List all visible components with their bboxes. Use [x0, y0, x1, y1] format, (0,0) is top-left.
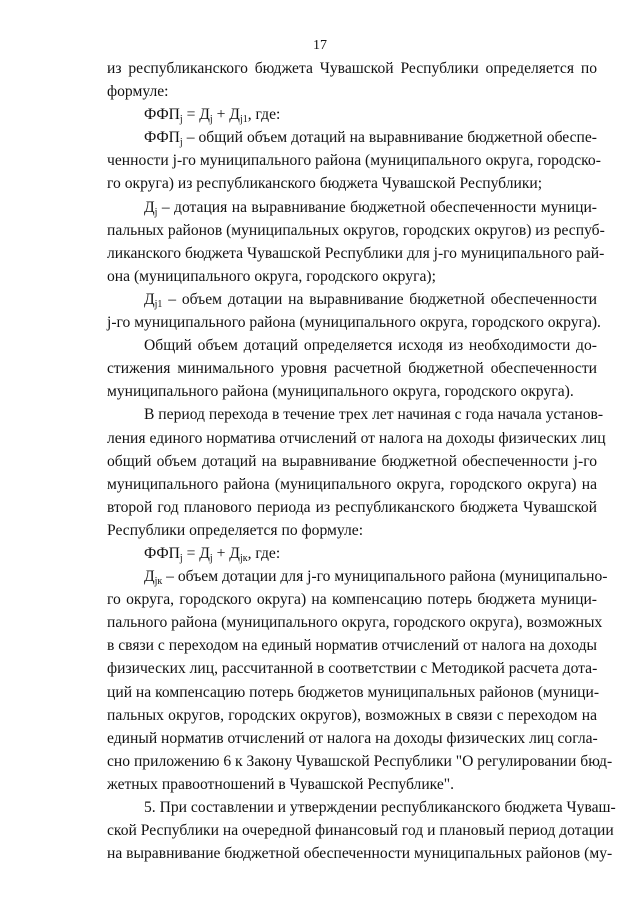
text-line: $ФФП_j$ – общий объем дотаций на выравнивание бюджетной обеспе- [144, 129, 597, 149]
text-line: она (муниципального округа, городского округа); [107, 267, 436, 285]
text-line: 5. При составлении и утверждении республиканского бюджета Чуваш- [144, 799, 616, 816]
page-number: 17 [313, 38, 327, 53]
text-line: Общий объем дотаций определяется исходя из необходимости до- [144, 337, 597, 355]
text-line: пальных районов (муниципальных округов, городских округов) из респуб- [107, 221, 605, 239]
text-line: пальных округов, городских округов), возможных в связи с переходом на [107, 706, 597, 724]
text-line: го округа, городского округа) на компенсацию потерь бюджета муници- [107, 591, 597, 609]
text-line: из республиканского бюджета Чувашской Республики определяется по [107, 60, 597, 77]
text-line: Республики определяется по формуле: [107, 521, 364, 539]
text-line: $Д_{j1}$ – объем дотации на выравнивание бюджетной обеспеченности [144, 290, 597, 310]
text-line: ций на компенсацию потерь бюджетов муниципальных районов (муници- [107, 683, 600, 701]
text-line: ской Республики на очередной финансовый год и плановый период дотации [107, 822, 614, 840]
text-line: ченности j-го муниципального района (муниципального округа, городско- [107, 152, 601, 170]
text-line: муниципального района (муниципального округа, городского округа) на [107, 475, 597, 493]
body-text [107, 57, 616, 865]
text-line: формуле: [107, 83, 169, 101]
text-line: $ФФП_j = Д_j + Д_{j1}$, где: [144, 106, 281, 126]
text-line: физических лиц, рассчитанной в соответствии с Методикой расчета дота- [107, 660, 598, 678]
text-line: сно приложению 6 к Закону Чувашской Республики "О регулировании бюд- [107, 752, 613, 770]
text-line: $Д_j$ – дотация на выравнивание бюджетной обеспеченности муници- [144, 198, 597, 218]
text-line: j-го муниципального района (муниципального округа, городского округа). [107, 314, 601, 332]
text-line: единый норматив отчислений от налога на доходы физических лиц согла- [107, 729, 598, 747]
text-line: ления единого норматива отчислений от налога на доходы физических лиц [107, 429, 606, 447]
text-line: второй год планового периода из республиканского бюджета Чувашской [107, 498, 597, 516]
text-line: го округа) из республиканского бюджета Чувашской Республики; [107, 175, 543, 193]
text-line: в связи с переходом на единый норматив отчислений от налога на доходы [107, 637, 598, 655]
text-line: ликанского бюджета Чувашской Республики для j-го муниципального рай- [107, 244, 605, 262]
text-line: пального района (муниципального округа, городского округа), возможных [107, 614, 603, 632]
text-line: В период перехода в течение трех лет начиная с года начала установ- [144, 406, 604, 424]
text-line: жетных правоотношений в Чувашской Республике". [107, 775, 455, 793]
text-line: муниципального района (муниципального округа, городского округа). [107, 383, 574, 401]
text-line: общий объем дотаций на выравнивание бюджетной обеспеченности j-го [107, 452, 597, 470]
text-line: $ФФП_j = Д_j + Д_{jк}$, где: [144, 544, 281, 564]
text-line: стижения минимального уровня расчетной бюджетной обеспеченности [107, 360, 597, 378]
text-line: $Д_{jк}$ – объем дотации для j-го муниципального района (муниципально- [144, 568, 608, 588]
text-line: на выравнивание бюджетной обеспеченности муниципальных районов (му- [107, 845, 613, 863]
